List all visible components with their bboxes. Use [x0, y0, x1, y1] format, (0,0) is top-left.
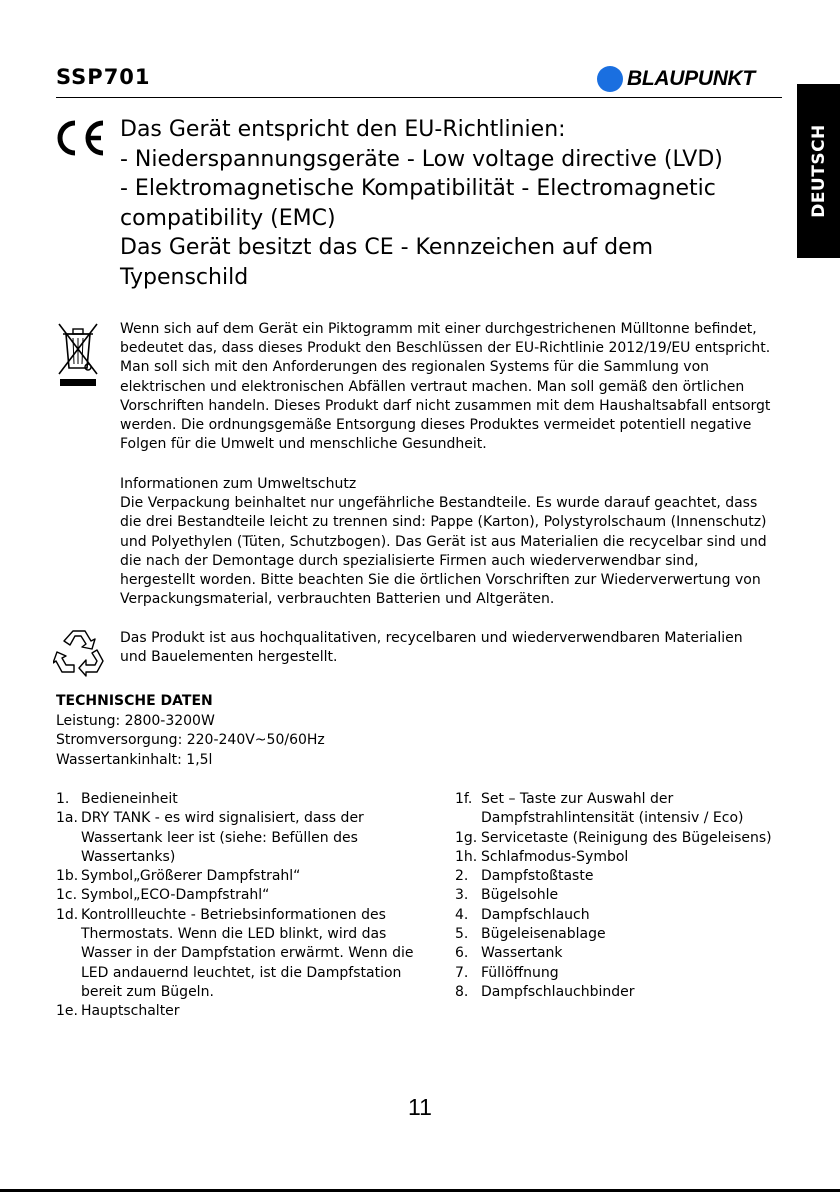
ce-line: compatibility (EMC) — [120, 205, 336, 231]
item-text: Thermostats. Wenn die LED blinkt, wird das — [81, 926, 387, 943]
list-item — [455, 925, 795, 944]
technical-data-line: Wassertankinhalt: 1,5l — [56, 751, 213, 768]
item-text: Wasser in der Dampfstation erwärmt. Wenn die — [81, 945, 414, 962]
list-item — [455, 848, 795, 867]
item-text: Servicetaste (Reinigung des Bügeleisens) — [481, 829, 772, 846]
brand-dot-icon — [597, 66, 623, 92]
item-number: 1d. — [56, 906, 79, 923]
environment-line: hergestellt worden. Bitte beachten Sie die örtlichen Vorschriften zur Wiederverwertung von — [120, 572, 761, 589]
item-text: Wassertank leer ist (siehe: Befüllen des — [81, 829, 358, 846]
weee-line: elektrischen und elektronischen Abfällen vertraut machen. Man soll gemäß den örtlichen — [120, 378, 745, 395]
list-item — [56, 906, 426, 1002]
ce-line: - Elektromagnetische Kompatibilität - Electromagnetic — [120, 176, 716, 201]
environment-line: Verpackungsmaterial, verbrauchten Batterien und Altgeräten. — [120, 591, 555, 608]
recycle-line: Das Produkt ist aus hochqualitativen, recycelbaren und wiederverwendbaren Materialien — [120, 630, 743, 646]
list-item — [455, 964, 795, 983]
item-number: 8. — [455, 983, 469, 1000]
item-number: 1b. — [56, 868, 79, 885]
list-item — [56, 809, 426, 867]
environment-line: die drei Bestandteile leicht zu trennen sind: Pappe (Karton), Polystyrolschaum (Innenschutz) — [120, 514, 767, 531]
list-item — [455, 867, 795, 886]
list-item — [455, 944, 795, 963]
item-text: Füllöffnung — [481, 964, 559, 981]
item-text: Hauptschalter — [81, 1003, 180, 1020]
parts-list-right — [455, 790, 795, 1002]
item-number: 6. — [455, 945, 469, 962]
ce-mark-icon — [53, 118, 108, 158]
item-text: Bügeleisenablage — [481, 926, 606, 943]
item-number: 1e. — [56, 1003, 78, 1020]
item-text: Dampfstoßtaste — [481, 868, 594, 885]
brand-logo — [597, 66, 755, 92]
ce-line: Typenschild — [120, 264, 249, 290]
list-item — [56, 867, 426, 886]
list-item — [56, 886, 426, 905]
list-item — [455, 983, 795, 1002]
recycle-icon — [53, 628, 105, 678]
item-text: Dampfstrahlintensität (intensiv / Eco) — [481, 810, 744, 827]
item-text: Symbol„ECO-Dampfstrahl“ — [81, 887, 270, 904]
language-tab — [797, 84, 840, 258]
item-number: 1f. — [455, 791, 473, 807]
item-number: 1. — [56, 791, 70, 807]
ce-line: Das Gerät besitzt das CE - Kennzeichen auf dem — [120, 235, 654, 260]
weee-line: Man soll sich mit den Anforderungen des regionalen Systems für die Sammlung von — [120, 359, 710, 376]
item-text: LED andauernd leuchtet, ist die Dampfstation — [81, 964, 402, 981]
item-number: 3. — [455, 887, 469, 904]
ce-line: - Niederspannungsgeräte - Low voltage directive (LVD) — [120, 146, 723, 172]
crossed-bin-icon — [53, 320, 103, 388]
environment-line: Die Verpackung beinhaltet nur ungefährliche Bestandteile. Es wurde darauf geachtet, dass — [120, 495, 758, 512]
weee-line: Wenn sich auf dem Gerät ein Piktogramm mit einer durchgestrichenen Mülltonne befindet, — [120, 321, 757, 337]
weee-paragraph — [120, 320, 790, 454]
brand-name: BLAUPUNKT — [627, 67, 755, 90]
item-number: 1g. — [455, 829, 478, 846]
technical-data — [56, 692, 325, 770]
weee-line: Vorschriften handeln. Dieses Produkt darf nicht zusammen mit dem Haushaltsabfall entsorgt — [120, 397, 771, 414]
language-tab-label: DEUTSCH — [808, 124, 829, 218]
item-number: 1h. — [455, 848, 478, 865]
item-text: Set – Taste zur Auswahl der — [481, 791, 674, 807]
item-text: Wassertanks) — [81, 848, 176, 865]
item-number: 7. — [455, 964, 469, 981]
page-number: 11 — [408, 1094, 432, 1120]
recycle-line: und Bauelementen hergestellt. — [120, 649, 338, 666]
ce-line: Das Gerät entspricht den EU-Richtlinien: — [120, 117, 566, 142]
environment-heading: Informationen zum Umweltschutz — [120, 476, 357, 492]
item-text: Bedieneinheit — [81, 791, 178, 807]
weee-line: werden. Die ordnungsgemäße Entsorgung dieses Produktes vermeidet potentiell negative — [120, 417, 752, 434]
recycle-paragraph — [120, 629, 790, 667]
list-item — [455, 886, 795, 905]
item-text: DRY TANK - es wird signalisiert, dass der — [81, 810, 364, 827]
environment-paragraph — [120, 475, 790, 609]
item-text: Bügelsohle — [481, 887, 559, 904]
list-item — [455, 906, 795, 925]
item-text: Dampfschlauch — [481, 906, 590, 923]
item-number: 1c. — [56, 887, 78, 904]
list-item — [455, 829, 795, 848]
technical-data-line: Leistung: 2800-3200W — [56, 712, 215, 729]
ce-declaration — [120, 115, 790, 292]
technical-data-line: Stromversorgung: 220-240V~50/60Hz — [56, 732, 325, 748]
technical-data-title: TECHNISCHE DATEN — [56, 693, 213, 709]
weee-line: Folgen für die Umwelt und menschliche Gesundheit. — [120, 436, 487, 453]
item-text: bereit zum Bügeln. — [81, 983, 214, 1000]
item-text: Wassertank — [481, 945, 563, 962]
environment-line: die nach der Demontage durch spezialisierte Firmen auch wiederverwendbar sind, — [120, 552, 699, 569]
item-number: 1a. — [56, 810, 78, 827]
list-item — [56, 1002, 426, 1021]
item-text: Symbol„Größerer Dampfstrahl“ — [81, 868, 301, 885]
environment-line: und Polyethylen (Tüten, Schutzbogen). Das Gerät ist aus Materialien die recycelbar sind und — [120, 533, 767, 550]
model-title: SSP701 — [56, 65, 151, 89]
list-item — [56, 790, 426, 809]
item-number: 5. — [455, 926, 469, 943]
item-text: Schlafmodus-Symbol — [481, 848, 629, 865]
parts-list-left — [56, 790, 426, 1022]
item-text: Kontrollleuchte - Betriebsinformationen des — [81, 906, 386, 923]
weee-line: bedeutet das, dass dieses Produkt den Beschlüssen der EU-Richtlinie 2012/19/EU entspricht. — [120, 340, 771, 357]
item-number: 2. — [455, 868, 469, 885]
list-item — [455, 790, 795, 829]
item-number: 4. — [455, 906, 469, 923]
item-text: Dampfschlauchbinder — [481, 983, 635, 1000]
header-divider — [56, 97, 782, 98]
